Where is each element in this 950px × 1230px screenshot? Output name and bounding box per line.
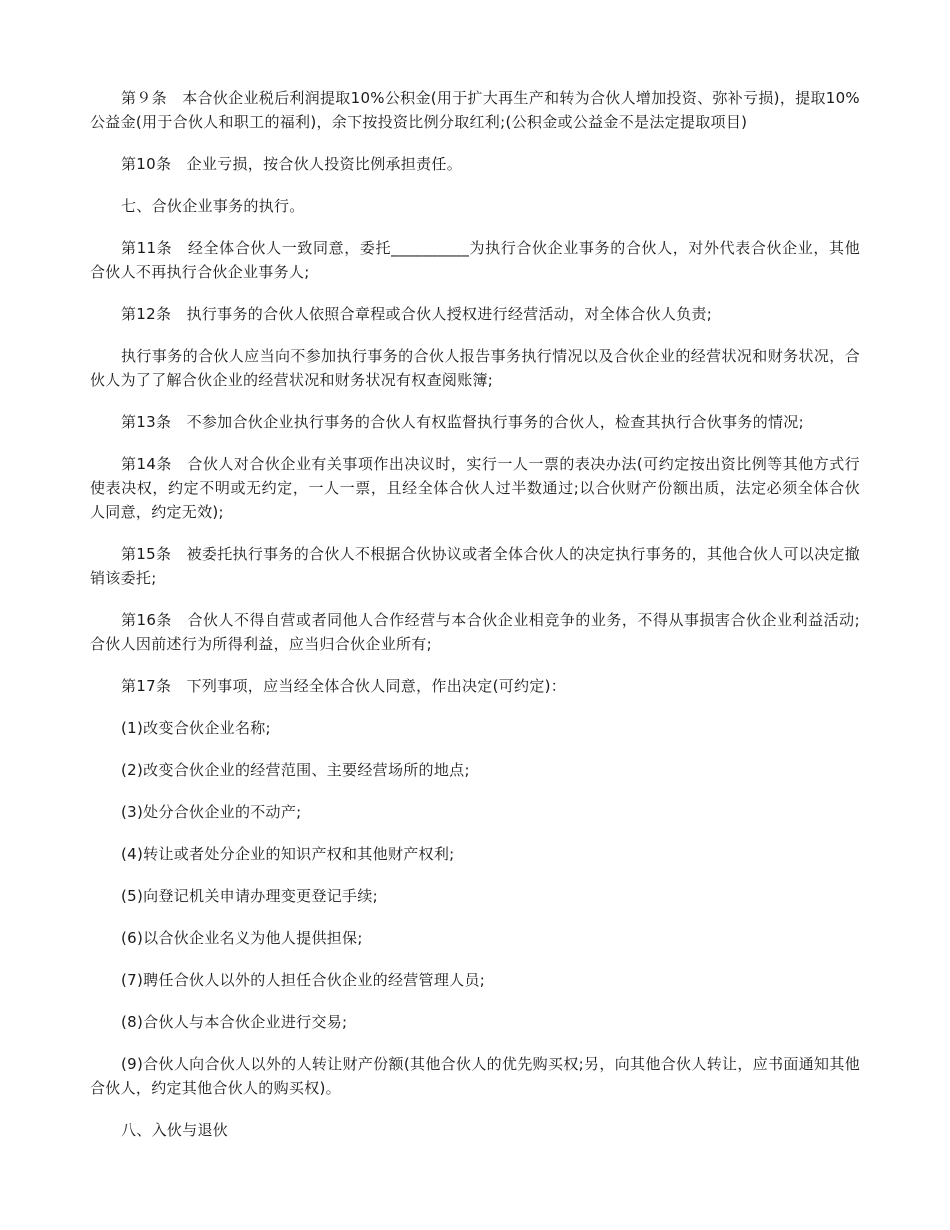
clause-12: 第12条 执行事务的合伙人依照合章程或合伙人授权进行经营活动，对全体合伙人负责; [121,305,713,323]
list-item-5: (5)向登记机关申请办理变更登记手续; [121,887,379,905]
clause-14: 第14条 合伙人对合伙企业有关事项作出决议时，实行一人一票的表决办法(可约定按出资比例等其他方式行使表决权，约定不明或无约定，一人一票，且经全体合伙人过半数通过;以合伙财产份额出质，法定必须全体合伙人同意，约定无效); [90,455,860,521]
list-item-6: (6)以合伙企业名义为他人提供担保; [121,929,363,947]
clause-15: 第15条 被委托执行事务的合伙人不根据合伙协议或者全体合伙人的决定执行事务的，其他合伙人可以决定撤销该委托; [90,545,860,587]
clause-12-continued: 执行事务的合伙人应当向不参加执行事务的合伙人报告事务执行情况以及合伙企业的经营状况和财务状况，合伙人为了了解合伙企业的经营状况和财务状况有权查阅账簿; [90,347,860,389]
section-heading-8: 八、入伙与退伙 [121,1121,229,1139]
clause-16: 第16条 合伙人不得自营或者同他人合作经营与本合伙企业相竞争的业务，不得从事损害合伙企业利益活动;合伙人因前述行为所得利益，应当归合伙企业所有; [90,611,860,653]
list-item-1: (1)改变合伙企业名称; [121,719,271,737]
list-item-7: (7)聘任合伙人以外的人担任合伙企业的经营管理人员; [121,971,486,989]
clause-13: 第13条 不参加合伙企业执行事务的合伙人有权监督执行事务的合伙人，检查其执行合伙事务的情况; [121,413,804,431]
document-page [90,86,860,1160]
clause-10: 第10条 企业亏损，按合伙人投资比例承担责任。 [121,155,462,173]
list-item-8: (8)合伙人与本合伙企业进行交易; [121,1013,348,1031]
clause-11: 第11条 经全体合伙人一致同意，委托__________为执行合伙企业事务的合伙人，对外代表合伙企业，其他合伙人不再执行合伙企业事务人; [90,239,860,281]
section-heading-7: 七、合伙企业事务的执行。 [121,197,305,215]
list-item-3: (3)处分合伙企业的不动产; [121,803,302,821]
list-item-9: (9)合伙人向合伙人以外的人转让财产份额(其他合伙人的优先购买权;另，向其他合伙人转让，应书面通知其他合伙人，约定其他合伙人的购买权)。 [90,1055,860,1097]
clause-9: 第９条 本合伙企业税后利润提取10%公积金(用于扩大再生产和转为合伙人增加投资、弥补亏损)，提取10%公益金(用于合伙人和职工的福利)，余下按投资比例分取红利;(公积金或公益金不是法定提取项目) [90,89,860,131]
list-item-4: (4)转让或者处分企业的知识产权和其他财产权利; [121,845,455,863]
clause-17: 第17条 下列事项，应当经全体合伙人同意，作出决定(可约定)： [121,677,567,695]
list-item-2: (2)改变合伙企业的经营范围、主要经营场所的地点; [121,761,470,779]
